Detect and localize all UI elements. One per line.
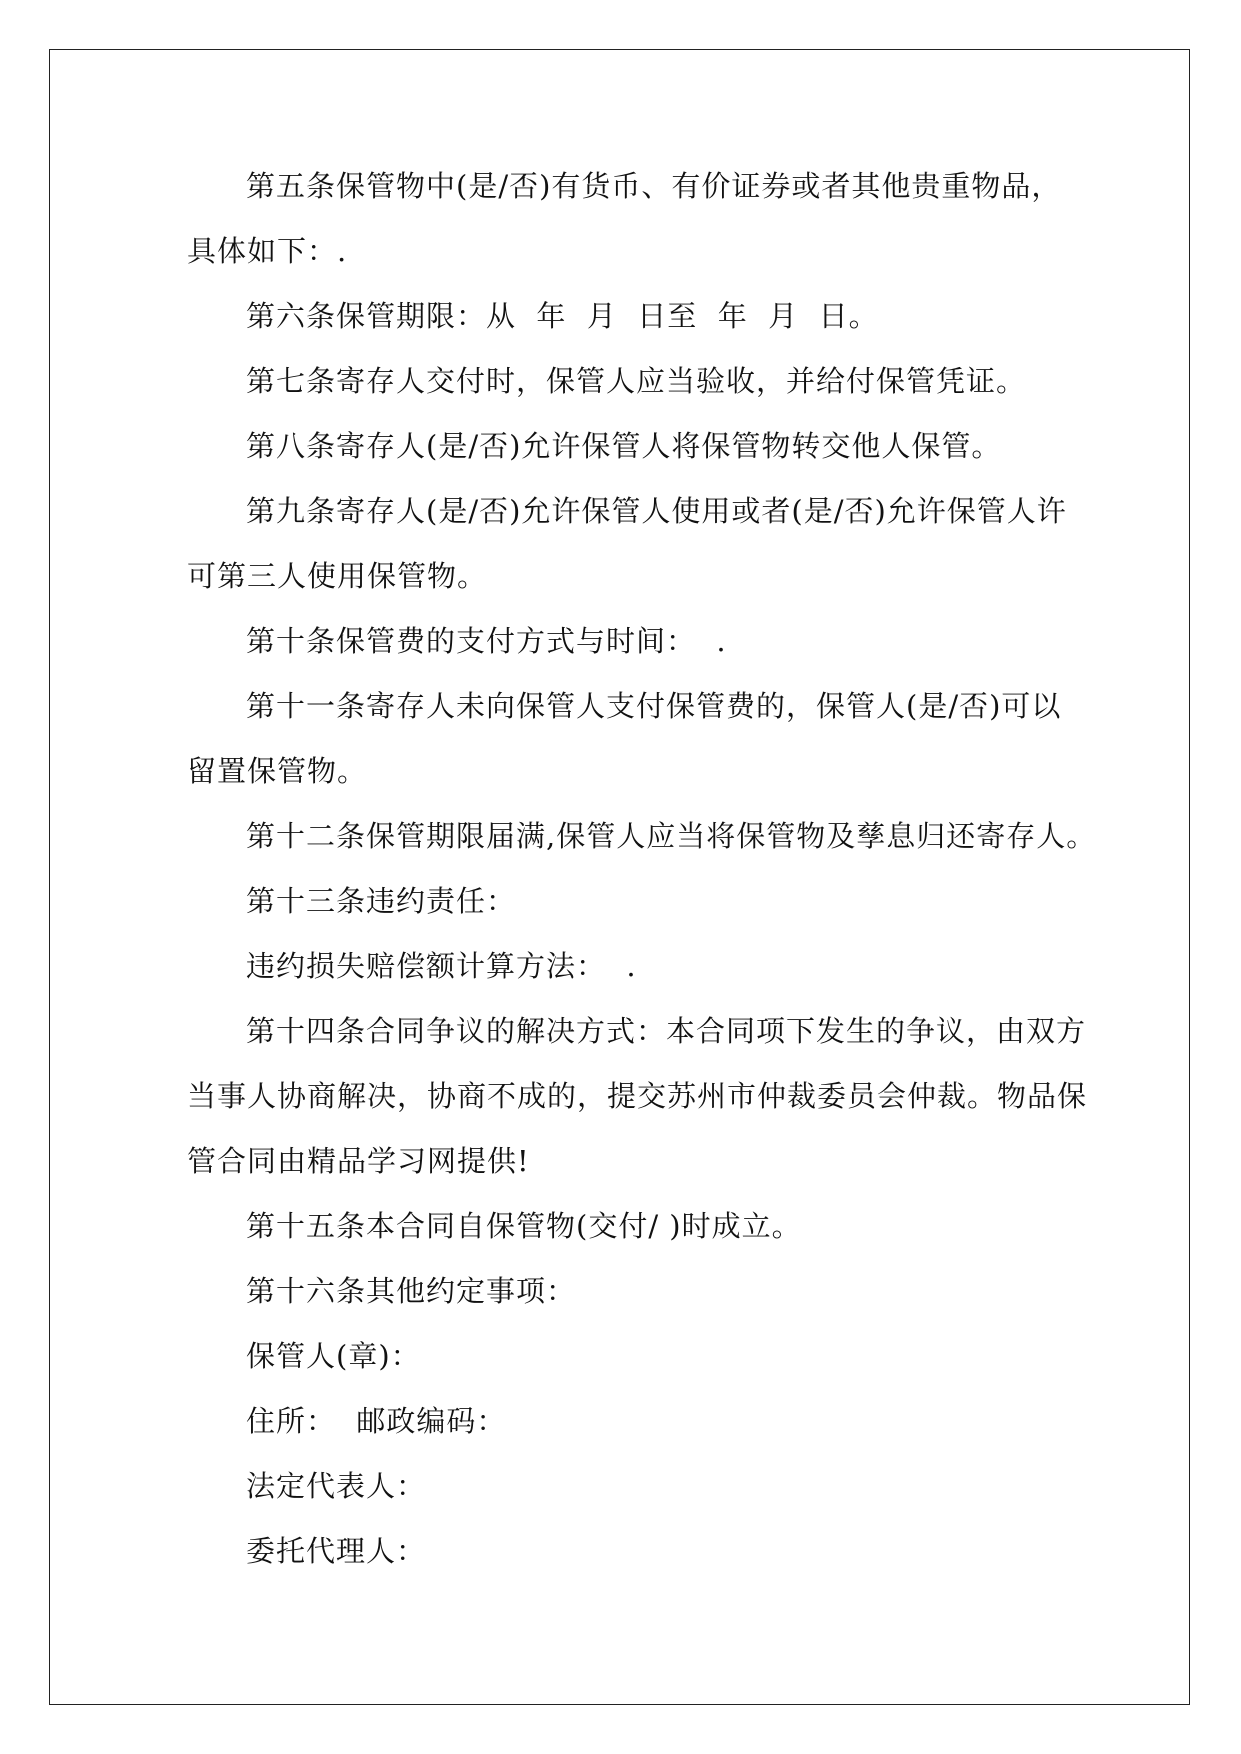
clause-16: 第十六条其他约定事项： (246, 1274, 577, 1308)
clause-14-line-1: 第十四条合同争议的解决方式：本合同项下发生的争议，由双方 (246, 1014, 1087, 1048)
damages-calculation: 违约损失赔偿额计算方法： . (246, 949, 637, 983)
document-body (187, 154, 1097, 1584)
legal-representative: 法定代表人： (246, 1469, 427, 1503)
clause-5-line-1: 第五条保管物中(是/否)有货币、有价证券或者其他贵重物品， (246, 169, 1062, 203)
clause-9-line-2: 可第三人使用保管物。 (187, 559, 488, 593)
clause-11-line-1: 第十一条寄存人未向保管人支付保管费的，保管人(是/否)可以 (246, 689, 1062, 723)
address-postcode: 住所： 邮政编码： (246, 1404, 507, 1438)
authorized-agent: 委托代理人： (246, 1534, 427, 1568)
clause-8: 第八条寄存人(是/否)允许保管人将保管物转交他人保管。 (246, 429, 1002, 463)
clause-15: 第十五条本合同自保管物(交付/ )时成立。 (246, 1209, 802, 1243)
clause-7: 第七条寄存人交付时，保管人应当验收，并给付保管凭证。 (246, 364, 1027, 398)
clause-11-line-2: 留置保管物。 (187, 754, 368, 788)
clause-10: 第十条保管费的支付方式与时间： . (246, 624, 727, 658)
clause-14-line-2: 当事人协商解决，协商不成的，提交苏州市仲裁委员会仲裁。物品保 (187, 1079, 1088, 1113)
clause-9-line-1: 第九条寄存人(是/否)允许保管人使用或者(是/否)允许保管人许 (246, 494, 1067, 528)
clause-14-line-3: 管合同由精品学习网提供! (187, 1144, 530, 1178)
clause-6: 第六条保管期限：从 年 月 日至 年 月 日。 (246, 299, 879, 333)
clause-12: 第十二条保管期限届满,保管人应当将保管物及孳息归还寄存人。 (246, 819, 1097, 853)
clause-5-line-2: 具体如下：. (187, 234, 348, 268)
custodian-seal: 保管人(章)： (246, 1339, 421, 1373)
clause-13: 第十三条违约责任： (246, 884, 517, 918)
